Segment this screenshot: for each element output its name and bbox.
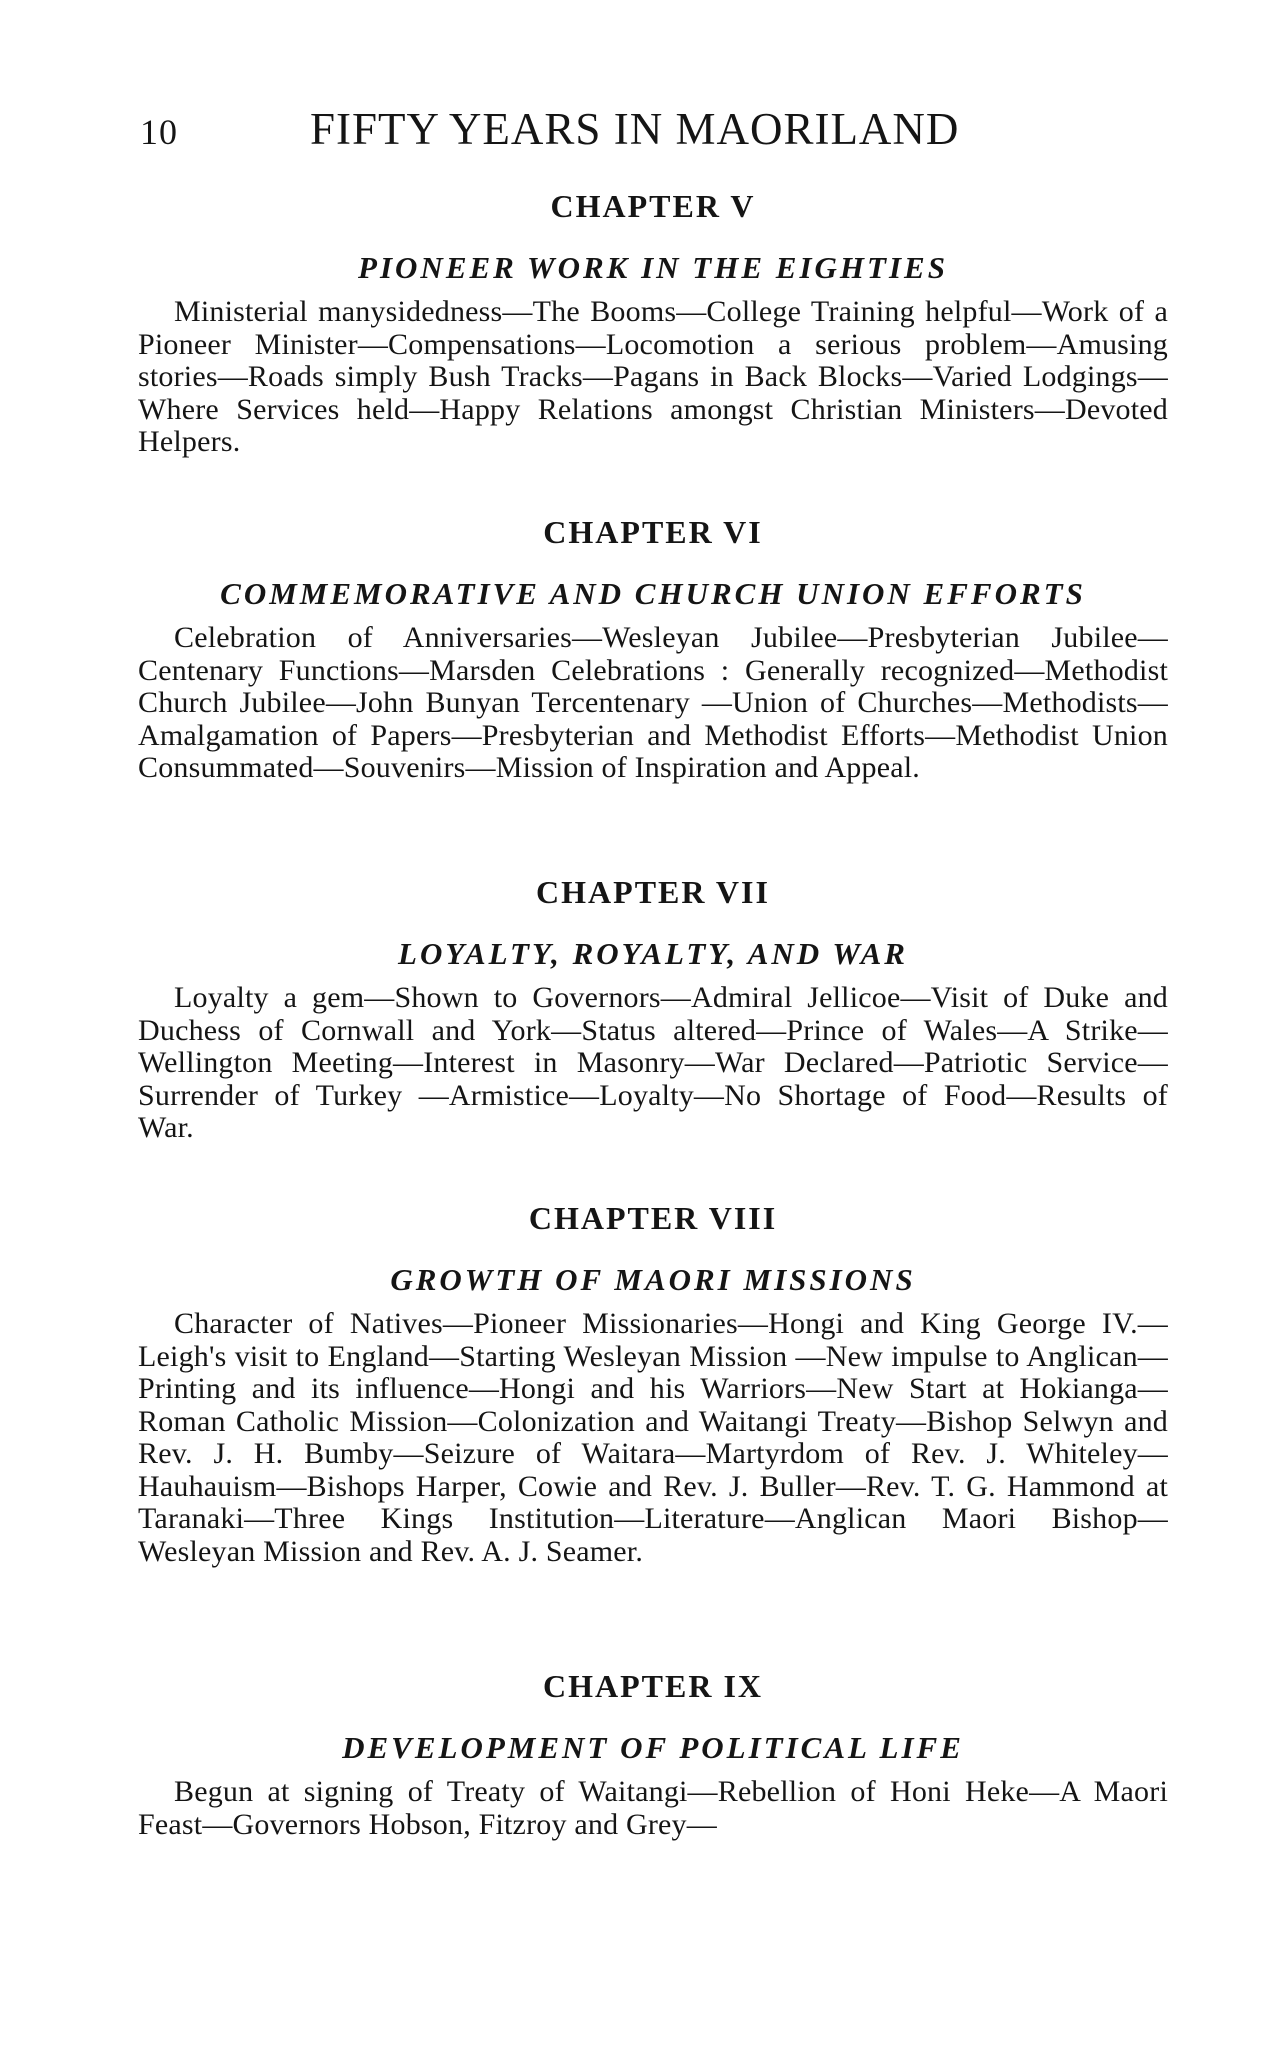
chapter-label: CHAPTER VI xyxy=(543,514,763,550)
chapter-title: LOYALTY, ROYALTY, AND WAR xyxy=(398,936,908,971)
running-head xyxy=(140,103,1170,163)
chapter-ix-section xyxy=(138,1666,1168,1841)
chapter-title: PIONEER WORK IN THE EIGHTIES xyxy=(358,250,948,285)
chapter-summary: Loyalty a gem—Shown to Governors—Admiral Jellicoe—Visit of Duke and Duchess of Cornwall and York—Status altered—Prince of Wales—A Strike—Wellington Meeting—Interest in Masonry—War Declared—Patriotic Service—Surrender of Turkey —Armistice—Loyalty—No Shortage of Food—Results of War. xyxy=(138,981,1168,1144)
chapter-viii-section xyxy=(138,1198,1168,1568)
chapter-summary: Begun at signing of Treaty of Waitangi—Rebellion of Honi Heke—A Maori Feast—Governors Hobson, Fitzroy and Grey— xyxy=(138,1775,1168,1841)
chapter-label: CHAPTER IX xyxy=(542,1668,763,1704)
chapter-summary: Character of Natives—Pioneer Missionaries—Hongi and King George IV.—Leigh's visit to England—Starting Wesleyan Mission —New impulse to Anglican—Printing and its influence—Hongi and his Warriors—New Start at Hokianga—Roman Catholic Mission—Colonization and Waitangi Treaty—Bishop Selwyn and Rev. J. H. Bumby—Seizure of Waitara—Martyrdom of Rev. J. Whiteley—Hauhauism—Bishops Harper, Cowie and Rev. J. Buller—Rev. T. G. Hammond at Taranaki—Three Kings Institution—Literature—Anglican Maori Bishop—Wesleyan Mission and Rev. A. J. Seamer. xyxy=(138,1307,1168,1568)
chapter-title: COMMEMORATIVE AND CHURCH UNION EFFORTS xyxy=(220,576,1086,611)
page-number: 10 xyxy=(140,112,178,152)
chapter-title: DEVELOPMENT OF POLITICAL LIFE xyxy=(342,1730,964,1765)
chapter-vii-section xyxy=(138,872,1168,1145)
chapter-label: CHAPTER VII xyxy=(536,874,770,910)
chapter-label: CHAPTER VIII xyxy=(528,1200,778,1236)
chapter-v-section xyxy=(138,186,1168,459)
chapter-label: CHAPTER V xyxy=(550,188,756,224)
chapter-summary: Celebration of Anniversaries—Wesleyan Jubilee—Presbyterian Jubilee—Centenary Functions—Marsden Celebrations : Generally recognized—Methodist Church Jubilee—John Bunyan Tercentenary —Union of Churches—Methodists—Amalgamation of Papers—Presbyterian and Methodist Efforts—Methodist Union Consummated—Souvenirs—Mission of Inspiration and Appeal. xyxy=(138,621,1168,784)
chapter-summary: Ministerial manysidedness—The Booms—College Training helpful—Work of a Pioneer Minister—Compensations—Locomotion a serious problem—Amusing stories—Roads simply Bush Tracks—Pagans in Back Blocks—Varied Lodgings—Where Services held—Happy Relations amongst Christian Ministers—Devoted Helpers. xyxy=(138,295,1168,458)
chapter-vi-section xyxy=(138,512,1168,785)
book-title: FIFTY YEARS IN MAORILAND xyxy=(310,104,960,154)
chapter-title: GROWTH OF MAORI MISSIONS xyxy=(390,1262,916,1297)
